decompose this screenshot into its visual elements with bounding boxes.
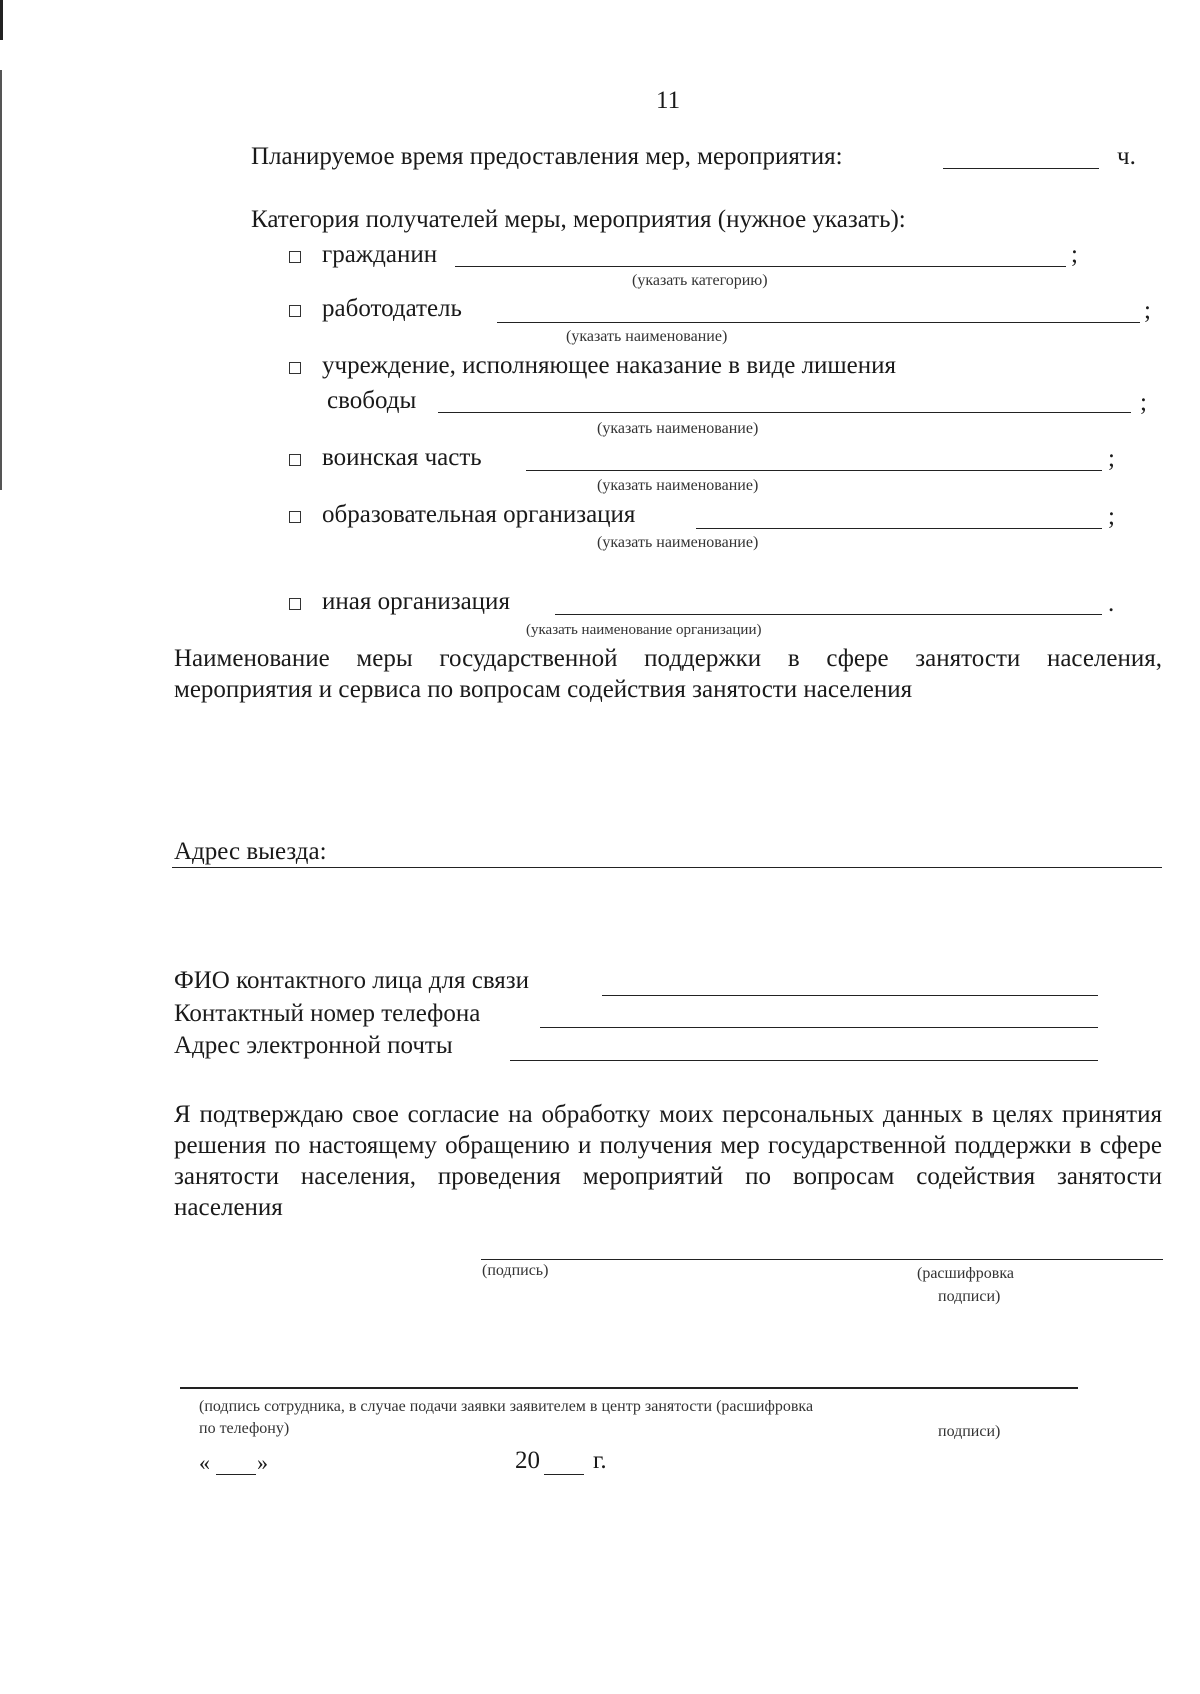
planned-time-label: Планируемое время предоставления мер, мероприятия: [251, 143, 843, 170]
scan-edge-mark [0, 70, 2, 490]
date-day-field[interactable] [216, 1474, 256, 1475]
checkbox-citizen[interactable] [289, 251, 301, 263]
penal-institution-label: свободы [327, 387, 417, 414]
penal-institution-label-line1: учреждение, исполняющее наказание в виде лишения [322, 352, 897, 379]
military-unit-label: воинская часть [322, 444, 482, 471]
employer-end: ; [1144, 297, 1151, 324]
signature-caption: (подпись) [482, 1262, 549, 1279]
other-org-hint: (указать наименование организации) [526, 622, 762, 638]
contact-name-field[interactable] [602, 995, 1098, 996]
signature-decode-caption-2: подписи) [938, 1288, 1001, 1305]
date-year-prefix: 20 [515, 1447, 540, 1474]
employer-field[interactable] [497, 322, 1140, 323]
citizen-label: гражданин [322, 241, 438, 268]
employer-hint: (указать наименование) [566, 328, 728, 345]
signature-decode-caption-1: (расшифровка [917, 1265, 1014, 1282]
date-open-quote: « [199, 1450, 210, 1475]
citizen-field[interactable] [455, 266, 1066, 267]
educational-org-hint: (указать наименование) [597, 534, 759, 551]
educational-org-label: образовательная организация [322, 501, 636, 528]
employee-signature-field[interactable] [180, 1387, 1078, 1389]
employee-caption-line2-right: подписи) [938, 1423, 1001, 1440]
contact-email-field[interactable] [510, 1060, 1098, 1061]
page-number: 11 [656, 87, 681, 114]
military-unit-hint: (указать наименование) [597, 477, 759, 494]
employer-label: работодатель [322, 295, 462, 322]
other-org-field[interactable] [555, 614, 1102, 615]
penal-institution-end: ; [1140, 389, 1147, 416]
military-unit-end: ; [1108, 445, 1115, 472]
consent-text: Я подтверждаю свое согласие на обработку моих персональных данных в целях принятия решения по настоящему обращению и получения мер государственной поддержки в сфере занятости населения, проведения мероприятий по вопросам содействия занятости населения [174, 1101, 1162, 1221]
military-unit-field[interactable] [526, 470, 1102, 471]
checkbox-educational-org[interactable] [289, 511, 301, 523]
employee-caption-line2-left: по телефону) [199, 1420, 290, 1437]
educational-org-field[interactable] [696, 528, 1102, 529]
scan-edge-mark [0, 0, 3, 40]
category-title: Категория получателей меры, мероприятия (нужное указать): [251, 206, 906, 233]
signature-field[interactable] [481, 1259, 1163, 1260]
checkbox-penal-institution[interactable] [289, 362, 301, 374]
departure-address-field[interactable] [172, 867, 1162, 868]
checkbox-military-unit[interactable] [289, 454, 301, 466]
checkbox-other-org[interactable] [289, 598, 301, 610]
date-year-suffix: г. [593, 1447, 607, 1474]
checkbox-employer[interactable] [289, 305, 301, 317]
other-org-label: иная организация [322, 588, 510, 615]
citizen-end: ; [1071, 241, 1078, 268]
planned-time-unit: ч. [1117, 143, 1136, 170]
citizen-hint: (указать категорию) [632, 272, 768, 289]
educational-org-end: ; [1108, 503, 1115, 530]
measure-name-label: Наименование меры государственной поддержки в сфере занятости населения, мероприятия и сервиса по вопросам содействия занятости населения [174, 645, 1162, 703]
penal-institution-hint: (указать наименование) [597, 420, 759, 437]
penal-institution-field[interactable] [438, 412, 1131, 413]
contact-email-label: Адрес электронной почты [174, 1032, 453, 1059]
planned-time-field[interactable] [943, 168, 1099, 169]
employee-caption-line1: (подпись сотрудника, в случае подачи заявки заявителем в центр занятости (расшифровка [199, 1398, 814, 1415]
date-year-field[interactable] [544, 1474, 584, 1475]
departure-address-label: Адрес выезда: [174, 838, 327, 865]
contact-phone-label: Контактный номер телефона [174, 1000, 481, 1027]
contact-name-label: ФИО контактного лица для связи [174, 967, 530, 994]
other-org-end: . [1108, 590, 1115, 617]
date-close-quote: » [257, 1450, 268, 1475]
contact-phone-field[interactable] [540, 1027, 1098, 1028]
